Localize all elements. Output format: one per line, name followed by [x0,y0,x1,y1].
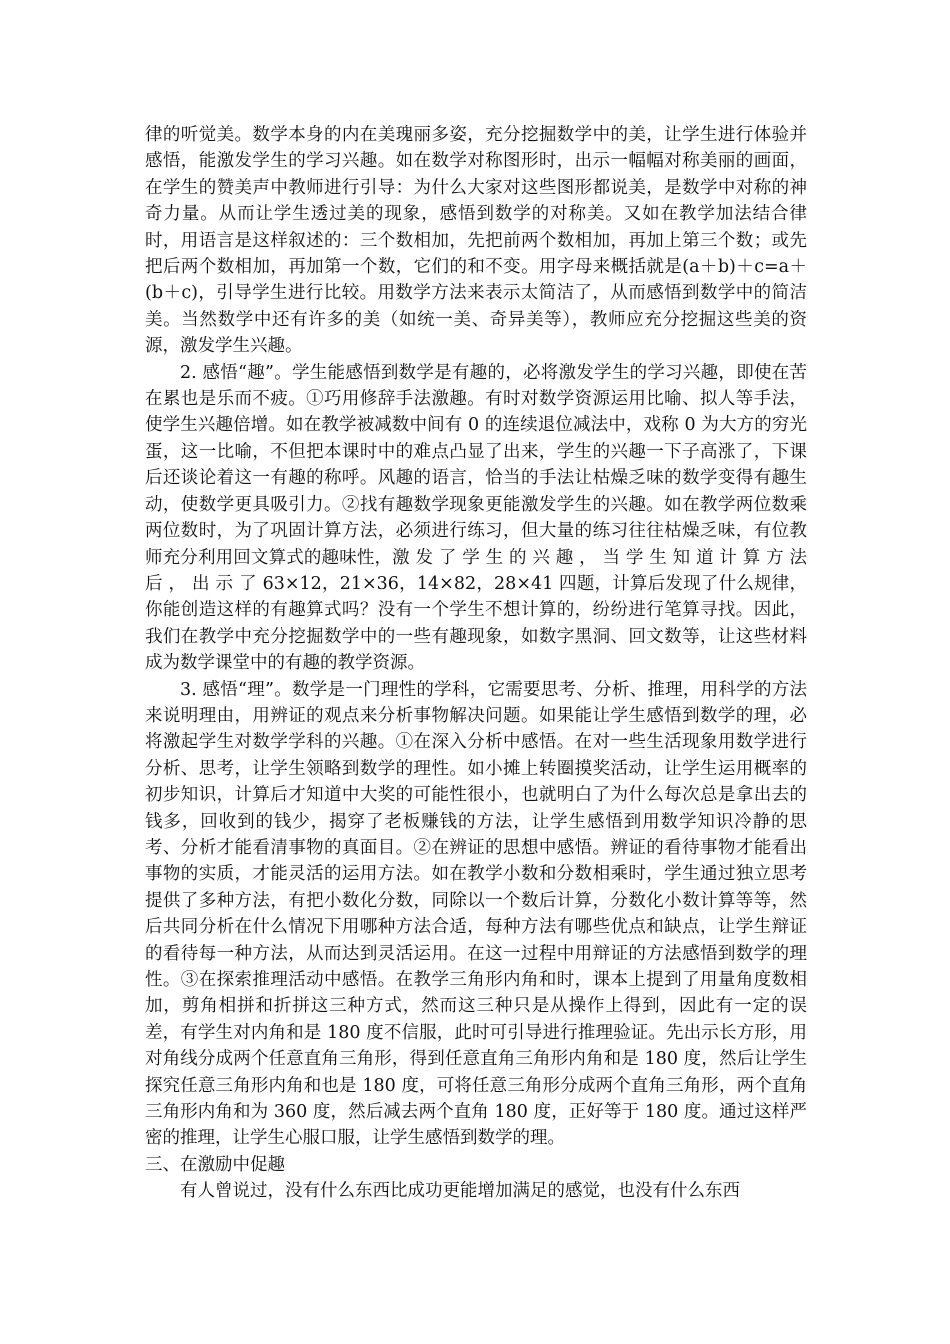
paragraph-feel-interest: 2. 感悟“趣”。学生能感悟到数学是有趣的，必将激发学生的学习兴趣，即使在苦在累也是乐而不疲。①巧用修辞手法激趣。有时对数学资源运用比喻、拟人等手法，使学生兴趣倍增。如在教学被减数中间有 0 的连续退位减法中，戏称 0 为大方的穷光蛋，这一比喻，不但把本课时中的难点凸显了出来，学生的兴趣一下子高涨了，下课后还谈论着这一有趣的称呼。风趣的语言，恰当的手法让枯燥乏味的数学变得有趣生动，使数学更具吸引力。②找有趣数学现象更能激发学生的兴趣。如在教学两位数乘两位数时，为了巩固计算方法，必须进行练习，但大量的练习往往枯燥乏味，有位教师充分利用回文算式的趣味性，激 发 了 学 生 的 兴 趣 ， 当 学 生 知 道 计 算 方 法 后 ， 出 示 了 63×12，21×36，14×82，28×41 四题，计算后发现了什么规律，你能创造这样的有趣算式吗？没有一个学生不想计算的，纷纷进行笔算寻找。因此，我们在教学中充分挖掘数学中的一些有趣现象，如数字黑洞、回文数等，让这些材料成为数学课堂中的有趣的教学资源。 [145,362,807,674]
document-body [145,122,807,1205]
paragraph-feel-reason: 3. 感悟“理”。数学是一门理性的学科，它需要思考、分析、推理，用科学的方法来说明理由，用辨证的观点来分析事物解决问题。如果能让学生感悟到数学的理，必将激起学生对数学学科的兴趣。①在深入分析中感悟。在对一些生活现象用数学进行分析、思考，让学生领略到数学的理性。如小摊上转圈摸奖活动，让学生运用概率的初步知识，计算后才知道中大奖的可能性很小，也就明白了为什么每次总是拿出去的钱多，回收到的钱少，揭穿了老板赚钱的方法，让学生感悟到用数学知识冷静的思考、分析才能看清事物的真面目。②在辨证的思想中感悟。辨证的看待事物才能看出事物的实质，才能灵活的运用方法。如在教学小数和分数相乘时，学生通过独立思考提供了多种方法，有把小数化分数，同除以一个数后计算，分数化小数计算等等，然后共同分析在什么情况下用哪种方法合适，每种方法有哪些优点和缺点，让学生辩证的看待每一种方法，从而达到灵活运用。在这一过程中用辩证的方法感悟到数学的理性。③在探索推理活动中感悟。在教学三角形内角和时，课本上提到了用量角度数相加，剪角相拼和折拼这三种方式，然而这三种只是从操作上得到，因此有一定的误差，有学生对内角和是 180 度不信服，此时可引导进行推理验证。先出示长方形，用对角线分成两个任意直角三角形，得到任意直角三角形内角和是 180 度，然后让学生探究任意三角形内角和也是 180 度，可将任意三角形分成两个直角三角形，两个直角三角形内角和为 360 度，然后减去两个直角 180 度，正好等于 180 度。通过这样严密的推理，让学生心服口服，让学生感悟到数学的理。 [145,679,807,1149]
paragraph-aesthetic-beauty: 律的听觉美。数学本身的内在美瑰丽多姿，充分挖掘数学中的美，让学生进行体验并感悟，能激发学生的学习兴趣。如在数学对称图形时，出示一幅幅对称美丽的画面，在学生的赞美声中教师进行引导：为什么大家对这些图形都说美，是数学中对称的神奇力量。从而让学生透过美的现象，感悟到数学的对称美。又如在教学加法结合律时，用语言是这样叙述的：三个数相加，先把前两个数相加，再加上第三个数；或先把后两个数相加，再加第一个数，它们的和不变。用字母来概括就是(a＋b)＋c=a＋(b＋c)，引导学生进行比较。用数学方法来表示太简洁了，从而感悟到数学中的简洁美。当然数学中还有许多的美（如统一美、奇异美等），教师应充分挖掘这些美的资源，激发学生兴趣。 [145,125,807,357]
section-heading-motivation: 三、在激励中促趣 [145,1154,285,1175]
paragraph-success-quote: 有人曾说过，没有什么东西比成功更能增加满足的感觉，也没有什么东西 [180,1181,740,1202]
